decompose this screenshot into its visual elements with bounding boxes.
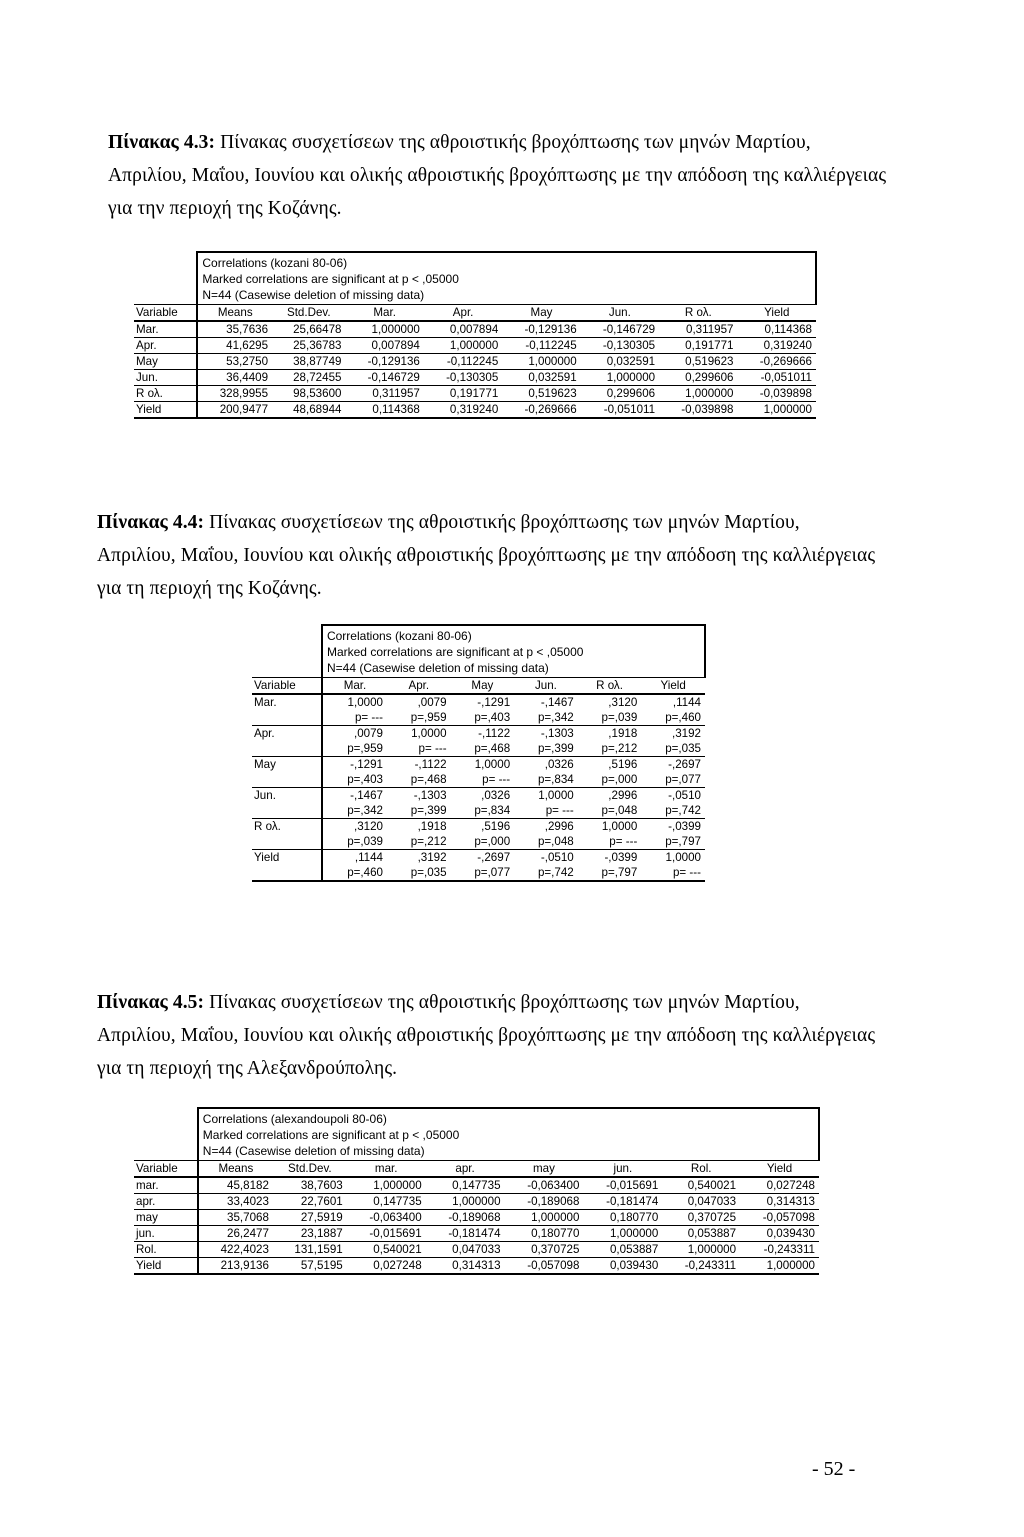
table-cell: -0,130305 bbox=[424, 370, 502, 386]
correlation-value: -,1467 bbox=[540, 696, 574, 709]
table-cell: -0,269666 bbox=[502, 402, 580, 419]
table-cell: -0,243311 bbox=[662, 1258, 740, 1275]
correlation-value: 1,0000 bbox=[601, 820, 638, 833]
table-cell: 0,370725 bbox=[662, 1210, 740, 1226]
p-value: p=,048 bbox=[514, 834, 578, 850]
correlation-value: -,1303 bbox=[413, 789, 447, 802]
caption-table-4-4 bbox=[97, 506, 877, 605]
column-header: Std.Dev. bbox=[273, 1161, 347, 1178]
column-header: R ολ. bbox=[578, 678, 642, 695]
row-label: Rol. bbox=[134, 1242, 198, 1258]
header-line: Marked correlations are significant at p < ,05000 bbox=[326, 645, 584, 659]
table-cell: 0,314313 bbox=[426, 1258, 505, 1275]
table-cell: -0,015691 bbox=[347, 1226, 426, 1242]
row-label: jun. bbox=[134, 1226, 198, 1242]
correlation-value: -,0399 bbox=[668, 820, 701, 833]
p-value: p=,797 bbox=[578, 865, 642, 881]
correlation-value: ,2996 bbox=[608, 789, 638, 802]
correlation-value: ,3120 bbox=[353, 820, 383, 833]
header-line: Correlations (kozani 80-06) bbox=[202, 256, 348, 270]
table-cell: 0,032591 bbox=[581, 354, 659, 370]
correlation-value: -,2697 bbox=[477, 851, 511, 864]
p-value: p=,399 bbox=[514, 741, 578, 757]
correlation-value: -,1122 bbox=[414, 758, 447, 771]
row-label: R ολ. bbox=[134, 386, 197, 402]
column-header: Std.Dev. bbox=[272, 305, 345, 322]
table-cell: 0,039430 bbox=[740, 1226, 819, 1242]
table-cell: 0,114368 bbox=[345, 402, 423, 419]
row-label: mar. bbox=[134, 1177, 198, 1194]
table-cell: 38,7603 bbox=[273, 1177, 347, 1194]
header-line: N=44 (Casewise deletion of missing data) bbox=[202, 1144, 425, 1158]
table-cell: 0,007894 bbox=[345, 338, 423, 354]
header-line: Marked correlations are significant at p < ,05000 bbox=[202, 1128, 460, 1142]
table-cell: -0,189068 bbox=[426, 1210, 505, 1226]
table-cell: -0,051011 bbox=[738, 370, 817, 386]
correlation-value: -,1303 bbox=[540, 727, 574, 740]
header-line: Marked correlations are significant at p < ,05000 bbox=[202, 272, 459, 286]
column-header: Means bbox=[197, 305, 272, 322]
table-row bbox=[134, 402, 816, 419]
table-cell: 1,000000 bbox=[347, 1177, 426, 1194]
p-value: p= --- bbox=[578, 834, 642, 850]
table-cell: 35,7636 bbox=[197, 321, 272, 338]
table-cell: -0,063400 bbox=[347, 1210, 426, 1226]
column-header: Jun. bbox=[581, 305, 659, 322]
table-cell: 41,6295 bbox=[197, 338, 272, 354]
table-cell: -0,146729 bbox=[581, 321, 659, 338]
row-label: Apr. bbox=[134, 338, 197, 354]
table-cell: 35,7068 bbox=[198, 1210, 273, 1226]
correlation-value: -,0510 bbox=[540, 851, 574, 864]
caption-table-4-3 bbox=[108, 126, 888, 225]
p-value: p=,468 bbox=[451, 741, 515, 757]
table-row bbox=[134, 1226, 819, 1242]
row-label: Yield bbox=[134, 1258, 198, 1275]
table-cell: 36,4409 bbox=[197, 370, 272, 386]
header-line: Correlations (alexandoupoli 80-06) bbox=[202, 1112, 387, 1126]
page-number: - 52 - bbox=[812, 1458, 856, 1480]
correlation-value: 1,0000 bbox=[665, 851, 701, 864]
table-cell: 0,032591 bbox=[502, 370, 580, 386]
table-row bbox=[134, 321, 816, 338]
column-header: R ολ. bbox=[659, 305, 737, 322]
column-header: apr. bbox=[426, 1161, 505, 1178]
table-row bbox=[252, 694, 705, 710]
correlation-value: ,1918 bbox=[608, 727, 638, 740]
p-value: p= --- bbox=[387, 741, 451, 757]
table-row bbox=[252, 757, 705, 773]
table-cell: -0,129136 bbox=[502, 321, 580, 338]
caption-table-4-5 bbox=[97, 986, 877, 1085]
table-cell: -0,063400 bbox=[505, 1177, 584, 1194]
table-cell: 0,314313 bbox=[740, 1194, 819, 1210]
table-cell: 213,9136 bbox=[198, 1258, 273, 1275]
table-cell: 0,319240 bbox=[424, 402, 502, 419]
p-value: p= --- bbox=[451, 772, 515, 788]
table-cell: 1,000000 bbox=[740, 1258, 819, 1275]
table-cell: -0,189068 bbox=[505, 1194, 584, 1210]
p-value: p=,742 bbox=[514, 865, 578, 881]
p-value: p=,077 bbox=[451, 865, 515, 881]
table-row bbox=[252, 819, 705, 835]
correlation-value: -,1291 bbox=[477, 696, 511, 709]
correlation-value: -,1122 bbox=[478, 727, 511, 740]
caption-label: Πίνακας 4.4: bbox=[97, 512, 205, 533]
table-row bbox=[134, 1194, 819, 1210]
correlation-value: ,5196 bbox=[608, 758, 638, 771]
row-label: Apr. bbox=[252, 726, 322, 757]
row-label: Yield bbox=[252, 850, 322, 882]
row-label: May bbox=[252, 757, 322, 788]
table-cell: 26,2477 bbox=[198, 1226, 273, 1242]
table-cell: 1,000000 bbox=[581, 370, 659, 386]
table-cell: 0,311957 bbox=[345, 386, 423, 402]
row-label: Jun. bbox=[134, 370, 197, 386]
table-cell: 0,047033 bbox=[426, 1242, 505, 1258]
table-cell: -0,112245 bbox=[502, 338, 580, 354]
table-cell: 33,4023 bbox=[198, 1194, 273, 1210]
table-cell: 0,540021 bbox=[662, 1177, 740, 1194]
column-header: Variable bbox=[134, 1161, 198, 1178]
correlations-table-kozani-pvalues bbox=[252, 624, 706, 882]
p-value: p=,000 bbox=[578, 772, 642, 788]
p-value: p=,403 bbox=[322, 772, 387, 788]
p-value: p=,039 bbox=[322, 834, 387, 850]
table-cell: 57,5195 bbox=[273, 1258, 347, 1275]
row-label: Mar. bbox=[252, 694, 322, 726]
table-header bbox=[198, 1108, 819, 1161]
table-cell: 1,000000 bbox=[424, 338, 502, 354]
p-value: p=,212 bbox=[578, 741, 642, 757]
table-row bbox=[134, 1258, 819, 1275]
correlations-table-kozani-means bbox=[134, 251, 817, 419]
correlation-value: ,0079 bbox=[353, 727, 383, 740]
p-value: p=,959 bbox=[322, 741, 387, 757]
correlation-value: ,3120 bbox=[608, 696, 638, 709]
table-cell: 200,9477 bbox=[197, 402, 272, 419]
table-cell: -0,039898 bbox=[738, 386, 817, 402]
table-cell: 48,68944 bbox=[272, 402, 345, 419]
table-cell: 23,1887 bbox=[273, 1226, 347, 1242]
correlation-value: ,3192 bbox=[417, 851, 447, 864]
table-header bbox=[197, 252, 816, 305]
correlation-value: 1,0000 bbox=[474, 758, 511, 771]
column-header: Yield bbox=[738, 305, 817, 322]
header-line: N=44 (Casewise deletion of missing data) bbox=[202, 288, 425, 302]
table-cell: 1,000000 bbox=[659, 386, 737, 402]
table-cell: -0,057098 bbox=[740, 1210, 819, 1226]
table-cell: -0,112245 bbox=[424, 354, 502, 370]
correlation-value: -,2697 bbox=[668, 758, 701, 771]
p-value: p= --- bbox=[641, 865, 705, 881]
row-label: May bbox=[134, 354, 197, 370]
p-value: p=,460 bbox=[322, 865, 387, 881]
p-value: p=,399 bbox=[387, 803, 451, 819]
table-cell: 1,000000 bbox=[583, 1226, 662, 1242]
table-cell: 0,114368 bbox=[738, 321, 817, 338]
p-value: p= --- bbox=[322, 710, 387, 726]
table-header bbox=[322, 625, 705, 678]
table-cell: 328,9955 bbox=[197, 386, 272, 402]
column-header: Means bbox=[198, 1161, 273, 1178]
column-header: may bbox=[505, 1161, 584, 1178]
p-value: p=,342 bbox=[514, 710, 578, 726]
correlation-value: 1,0000 bbox=[347, 696, 383, 709]
table-row bbox=[252, 850, 705, 866]
correlation-value: ,3192 bbox=[671, 727, 701, 740]
table-cell: 131,1591 bbox=[273, 1242, 347, 1258]
correlation-value: ,1144 bbox=[672, 696, 701, 709]
table-row bbox=[252, 726, 705, 742]
column-header: Rol. bbox=[662, 1161, 740, 1178]
table-cell: 0,319240 bbox=[738, 338, 817, 354]
table-cell: 25,66478 bbox=[272, 321, 345, 338]
table-cell: 0,311957 bbox=[659, 321, 737, 338]
correlation-value: ,1144 bbox=[354, 851, 383, 864]
table-cell: 0,299606 bbox=[581, 386, 659, 402]
column-header: Apr. bbox=[424, 305, 502, 322]
p-value: p=,000 bbox=[451, 834, 515, 850]
table-cell: 1,000000 bbox=[502, 354, 580, 370]
correlation-value: 1,0000 bbox=[538, 789, 574, 802]
correlation-value: ,0326 bbox=[544, 758, 574, 771]
table-cell: 0,027248 bbox=[740, 1177, 819, 1194]
header-line: Correlations (kozani 80-06) bbox=[326, 629, 472, 643]
caption-label: Πίνακας 4.3: bbox=[108, 132, 216, 153]
column-header: May bbox=[451, 678, 515, 695]
table-row bbox=[134, 370, 816, 386]
table-cell: -0,039898 bbox=[659, 402, 737, 419]
table-cell: 0,519623 bbox=[502, 386, 580, 402]
table-cell: 0,053887 bbox=[583, 1242, 662, 1258]
correlation-value: ,5196 bbox=[481, 820, 511, 833]
row-label: R ολ. bbox=[252, 819, 322, 850]
table-cell: 0,180770 bbox=[505, 1226, 584, 1242]
correlation-value: ,1918 bbox=[417, 820, 447, 833]
column-header: Jun. bbox=[514, 678, 578, 695]
table-row bbox=[134, 1242, 819, 1258]
table-cell: 0,540021 bbox=[347, 1242, 426, 1258]
caption-text: Πίνακας συσχετίσεων της αθροιστικής βροχόπτωσης των μηνών Μαρτίου, Απριλίου, Μαΐου, Ιουνίου και ολικής αθροιστικής βροχόπτωσης με την απόδοση της καλλιέργειας για τη περιοχή της Αλεξανδρούπολης. bbox=[97, 992, 876, 1079]
column-header: Apr. bbox=[387, 678, 451, 695]
table-cell: 0,180770 bbox=[583, 1210, 662, 1226]
table-cell: 0,147735 bbox=[426, 1177, 505, 1194]
table-cell: 38,87749 bbox=[272, 354, 345, 370]
row-label: Jun. bbox=[252, 788, 322, 819]
row-label: may bbox=[134, 1210, 198, 1226]
correlation-value: ,0326 bbox=[481, 789, 511, 802]
table-cell: 25,36783 bbox=[272, 338, 345, 354]
table-cell: -0,015691 bbox=[583, 1177, 662, 1194]
p-value: p=,035 bbox=[387, 865, 451, 881]
table-cell: 0,047033 bbox=[662, 1194, 740, 1210]
p-value: p=,468 bbox=[387, 772, 451, 788]
correlation-value: 1,0000 bbox=[411, 727, 447, 740]
table-row bbox=[134, 1210, 819, 1226]
table-cell: 0,147735 bbox=[347, 1194, 426, 1210]
p-value: p=,039 bbox=[578, 710, 642, 726]
table-cell: -0,057098 bbox=[505, 1258, 584, 1275]
correlation-value: -,1291 bbox=[350, 758, 383, 771]
p-value: p=,460 bbox=[641, 710, 705, 726]
p-value: p=,403 bbox=[451, 710, 515, 726]
caption-text: Πίνακας συσχετίσεων της αθροιστικής βροχόπτωσης των μηνών Μαρτίου, Απριλίου, Μαΐου, Ιουνίου και ολικής αθροιστικής βροχόπτωσης με την απόδοση της καλλιέργειας για τη περιοχή της Κοζάνης. bbox=[97, 512, 876, 599]
table-row bbox=[134, 386, 816, 402]
column-header: Mar. bbox=[322, 678, 387, 695]
correlations-table-alexandroupoli bbox=[134, 1107, 820, 1275]
correlation-value: -,0399 bbox=[604, 851, 638, 864]
table-cell: 27,5919 bbox=[273, 1210, 347, 1226]
table-cell: 22,7601 bbox=[273, 1194, 347, 1210]
table-cell: 0,007894 bbox=[424, 321, 502, 338]
table-row bbox=[252, 788, 705, 804]
column-header: mar. bbox=[347, 1161, 426, 1178]
row-label: Mar. bbox=[134, 321, 197, 338]
table-cell: 0,370725 bbox=[505, 1242, 584, 1258]
row-label: Yield bbox=[134, 402, 197, 419]
table-cell: 0,039430 bbox=[583, 1258, 662, 1275]
table-cell: 1,000000 bbox=[662, 1242, 740, 1258]
table-cell: 98,53600 bbox=[272, 386, 345, 402]
table-cell: 53,2750 bbox=[197, 354, 272, 370]
p-value: p=,834 bbox=[514, 772, 578, 788]
caption-label: Πίνακας 4.5: bbox=[97, 992, 205, 1013]
p-value: p=,077 bbox=[641, 772, 705, 788]
table-cell: 28,72455 bbox=[272, 370, 345, 386]
p-value: p=,797 bbox=[641, 834, 705, 850]
column-header: Yield bbox=[641, 678, 705, 695]
table-cell: 1,000000 bbox=[345, 321, 423, 338]
table-cell: 1,000000 bbox=[426, 1194, 505, 1210]
table-cell: 0,053887 bbox=[662, 1226, 740, 1242]
p-value: p=,742 bbox=[641, 803, 705, 819]
table-row bbox=[134, 1177, 819, 1194]
caption-text: Πίνακας συσχετίσεων της αθροιστικής βροχόπτωσης των μηνών Μαρτίου, Απριλίου, Μαΐου, Ιουνίου και ολικής αθροιστικής βροχόπτωσης με την απόδοση της καλλιέργειας για την περιοχή της Κοζάνης. bbox=[108, 132, 887, 219]
column-header: jun. bbox=[583, 1161, 662, 1178]
table-cell: 0,027248 bbox=[347, 1258, 426, 1275]
correlation-value: ,2996 bbox=[544, 820, 574, 833]
table-cell: 1,000000 bbox=[505, 1210, 584, 1226]
table-cell: 0,191771 bbox=[424, 386, 502, 402]
table-cell: -0,051011 bbox=[581, 402, 659, 419]
table-cell: 0,519623 bbox=[659, 354, 737, 370]
row-label: apr. bbox=[134, 1194, 198, 1210]
correlation-value: ,0079 bbox=[417, 696, 447, 709]
table-row bbox=[134, 338, 816, 354]
table-cell: 1,000000 bbox=[738, 402, 817, 419]
table-cell: 422,4023 bbox=[198, 1242, 273, 1258]
table-cell: -0,130305 bbox=[581, 338, 659, 354]
table-cell: -0,146729 bbox=[345, 370, 423, 386]
column-header: Mar. bbox=[345, 305, 423, 322]
table-cell: 45,8182 bbox=[198, 1177, 273, 1194]
column-header: Yield bbox=[740, 1161, 819, 1178]
table-cell: -0,129136 bbox=[345, 354, 423, 370]
p-value: p=,048 bbox=[578, 803, 642, 819]
table-cell: -0,243311 bbox=[740, 1242, 819, 1258]
p-value: p=,035 bbox=[641, 741, 705, 757]
column-header: Variable bbox=[252, 678, 322, 695]
correlation-value: -,1467 bbox=[350, 789, 383, 802]
table-cell: -0,269666 bbox=[738, 354, 817, 370]
p-value: p= --- bbox=[514, 803, 578, 819]
column-header: Variable bbox=[134, 305, 197, 322]
p-value: p=,834 bbox=[451, 803, 515, 819]
p-value: p=,342 bbox=[322, 803, 387, 819]
correlation-value: -,0510 bbox=[668, 789, 701, 802]
table-cell: 0,191771 bbox=[659, 338, 737, 354]
table-cell: -0,181474 bbox=[583, 1194, 662, 1210]
table-row bbox=[134, 354, 816, 370]
header-line: N=44 (Casewise deletion of missing data) bbox=[326, 661, 549, 675]
p-value: p=,212 bbox=[387, 834, 451, 850]
column-header: May bbox=[502, 305, 580, 322]
table-cell: 0,299606 bbox=[659, 370, 737, 386]
p-value: p=,959 bbox=[387, 710, 451, 726]
table-cell: -0,181474 bbox=[426, 1226, 505, 1242]
